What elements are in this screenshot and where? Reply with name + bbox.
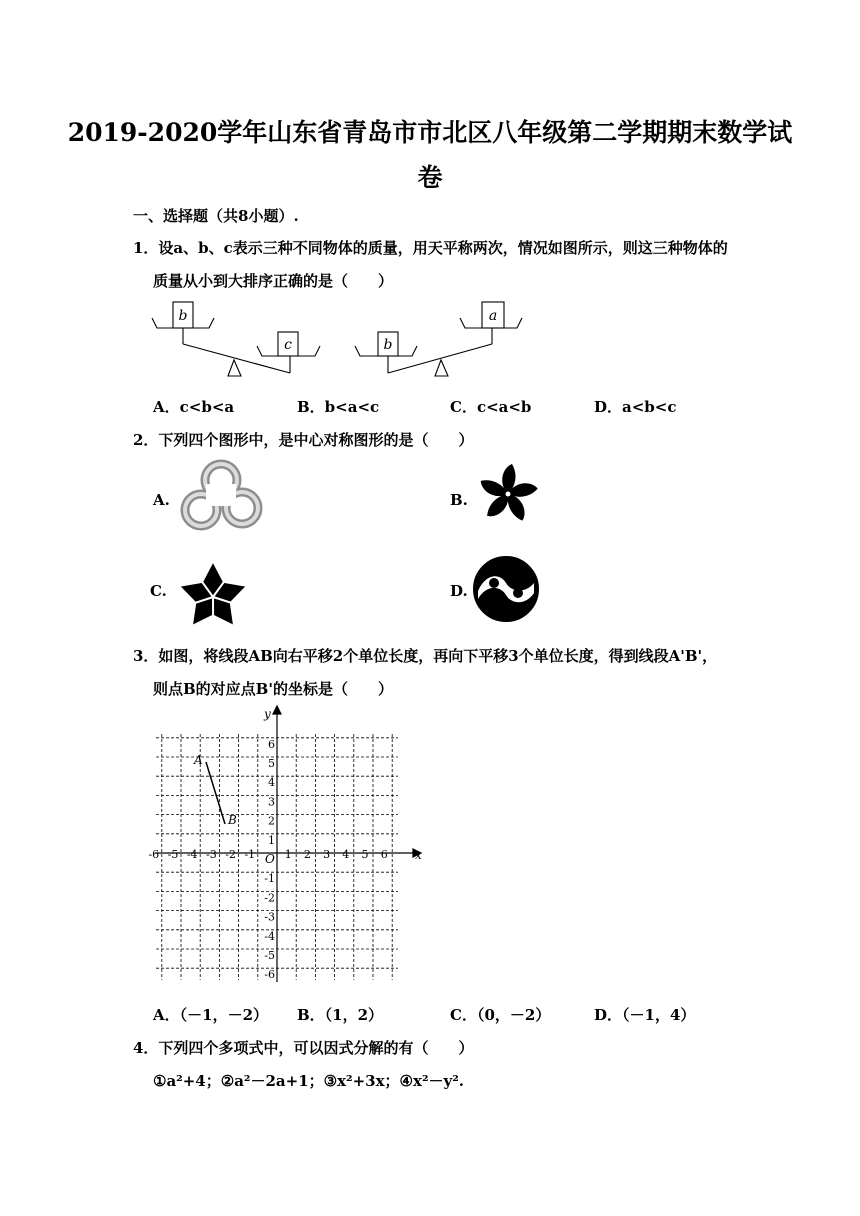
question-4-items: ①a²+4；②a²－2a+1；③x²+3x；④x²－y². xyxy=(153,1072,465,1090)
label-c: c xyxy=(284,337,292,353)
point-a-label: A xyxy=(194,753,203,767)
y-tick-label: 3 xyxy=(268,795,275,809)
section-heading: 一、选择题（共8小题）. xyxy=(133,207,299,225)
pinwheel-flower-icon xyxy=(475,462,541,526)
question-3-line1: 3．如图，将线段AB向右平移2个单位长度，再向下平移3个单位长度，得到线段A'B'， xyxy=(133,647,718,665)
q2-option-a-label[interactable]: A. xyxy=(153,491,170,509)
y-tick-label: -1 xyxy=(264,872,275,886)
y-tick-label: -2 xyxy=(264,891,275,905)
q3-option-c[interactable]: C．（0，－2） xyxy=(450,1006,551,1024)
x-tick-label: -5 xyxy=(167,848,179,861)
label-a: a xyxy=(488,308,498,324)
question-2-stem: 2．下列四个图形中，是中心对称图形的是（ ） xyxy=(133,431,474,449)
x-tick-label: 6 xyxy=(380,848,388,861)
fulcrum-1 xyxy=(228,360,241,376)
x-tick-label: -1 xyxy=(244,848,256,861)
q1-option-a[interactable]: A．c<b<a xyxy=(153,398,235,416)
q1-option-b[interactable]: B．b<a<c xyxy=(297,398,380,416)
y-tick-label: 2 xyxy=(268,814,275,828)
fulcrum-2 xyxy=(435,360,448,376)
x-tick-label: -4 xyxy=(186,848,198,861)
x-tick-label: 2 xyxy=(303,848,311,861)
y-tick-label: -3 xyxy=(264,910,275,924)
question-4-stem: 4．下列四个多项式中，可以因式分解的有（ ） xyxy=(133,1039,474,1057)
x-tick-label: 1 xyxy=(284,848,292,861)
y-axis-arrow xyxy=(273,706,281,714)
x-tick-label: -3 xyxy=(206,848,217,861)
x-tick-label: -2 xyxy=(225,848,236,861)
x-tick-label: 4 xyxy=(342,848,350,861)
y-tick-label: -4 xyxy=(264,929,275,943)
label-b-left: b xyxy=(178,308,188,324)
x-tick-label: -6 xyxy=(148,848,160,861)
origin-label: O xyxy=(265,852,275,866)
question-1-line2: 质量从小到大排序正确的是（ ） xyxy=(153,272,394,290)
y-tick-label: -6 xyxy=(264,968,275,982)
question-1-line1: 1．设a、b、c表示三种不同物体的质量，用天平称两次，情况如图所示，则这三种物体的 xyxy=(133,239,728,257)
balance-scales-figure xyxy=(145,298,535,383)
x-tick-label: 5 xyxy=(361,848,369,861)
q2-option-b-label[interactable]: B. xyxy=(450,491,468,509)
y-tick-label: 4 xyxy=(268,776,275,790)
five-kite-star-icon xyxy=(172,559,254,629)
q2-option-d-label[interactable]: D. xyxy=(450,582,468,600)
y-tick-label: -5 xyxy=(264,949,275,962)
q3-option-a[interactable]: A．（－1，－2） xyxy=(153,1006,269,1024)
q2-option-c-label[interactable]: C. xyxy=(150,582,167,600)
coordinate-grid-figure xyxy=(145,702,425,987)
y-axis-label: y xyxy=(264,707,271,721)
q3-option-d[interactable]: D．（－1，4） xyxy=(594,1006,696,1024)
y-tick-label: 1 xyxy=(268,833,275,847)
point-b-label: B xyxy=(228,813,237,827)
q1-option-c[interactable]: C．c<a<b xyxy=(450,398,532,416)
y-tick-label: 5 xyxy=(268,757,275,770)
page-title-continued: 卷 xyxy=(417,163,443,192)
q1-option-d[interactable]: D．a<b<c xyxy=(594,398,677,416)
label-b-right: b xyxy=(383,337,393,353)
trefoil-ring-icon xyxy=(176,456,268,536)
x-axis-label: x xyxy=(415,848,422,862)
page-title: 2019-2020学年山东省青岛市市北区八年级第二学期期末数学试 xyxy=(67,118,793,147)
yin-yang-wave-icon xyxy=(470,555,542,623)
question-3-line2: 则点B的对应点B'的坐标是（ ） xyxy=(153,680,393,698)
x-tick-label: 3 xyxy=(323,848,331,861)
y-tick-label: 6 xyxy=(268,737,275,751)
q3-option-b[interactable]: B．（1，2） xyxy=(297,1006,384,1024)
